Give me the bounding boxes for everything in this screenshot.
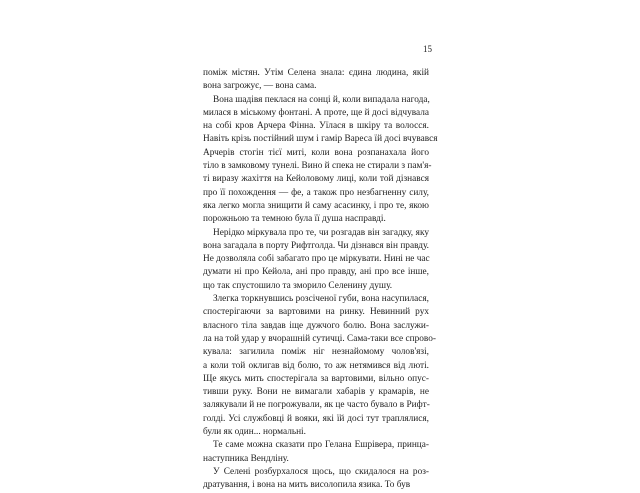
text-line: Вона шадівя пеклася на сонці й, коли випадала нагода,	[213, 94, 430, 105]
text-line: вона загрожує, — вона сама.	[203, 81, 317, 92]
text-line: а коли той оклигав від болю, то аж нетямився від люті.	[203, 360, 429, 371]
text-line: Злегка торкнувшись розсіченої губи, вона насупилася,	[213, 294, 429, 305]
text-line: тивши руку. Вони не вимагали хабарів у крамарів, не	[203, 387, 429, 398]
text-line: про її похождення — фе, а також про незбагненну силу,	[203, 187, 429, 198]
text-line: були як один... нормальні.	[203, 427, 306, 438]
text-line: голді. Усі службовці й вояки, які їй досі тут траплялися,	[203, 413, 429, 424]
body-text	[203, 67, 438, 493]
text-line: Не дозволяла собі забагато про це міркувати. Нині не час	[203, 254, 430, 265]
text-line: Арчерів стогін тієї миті, коли вона розпанахала його	[203, 147, 429, 158]
paragraph	[203, 466, 429, 493]
text-line: залякували й не погрожували, як це часто бувало в Рифт-	[203, 400, 430, 411]
text-line: Навіть крізь постійний шум і гамір Вареса їй досі вчувався	[203, 134, 438, 145]
text-line: поміж містян. Утім Селена знала: єдина людина, якій	[203, 68, 429, 78]
text-line: Те саме можна сказати про Гелана Ешрівера, принца-	[213, 440, 429, 451]
text-line: на собі кров Арчера Фінна. Уїлася в шкіру та волосся.	[203, 121, 429, 132]
text-line: яка легко могла знищити й саму асасинку, і про те, якою	[203, 200, 429, 211]
paragraph	[203, 439, 429, 466]
paragraph	[203, 94, 438, 227]
text-line: власного тіла завдав іще дужчого болю. Вона заслужи-	[203, 320, 429, 331]
text-line: милася в міському фонтані. А проте, ще й досі відчувала	[203, 107, 429, 118]
text-line: ті виразу жахіття на Кейоловому лиці, коли той дізнався	[203, 174, 429, 185]
paragraph	[203, 293, 436, 439]
text-line: ла на той удар у вчорашній сутичці. Сама-таки все спрово-	[203, 333, 436, 344]
text-line: У Селені розбурхалося щось, що скидалося на роз-	[213, 466, 429, 477]
text-line: наступника Вендліну.	[203, 453, 289, 464]
paragraph	[203, 227, 429, 293]
text-line: спостерігаючи за вартовими на ринку. Невинний рух	[203, 307, 429, 318]
text-line: тіло в замковому тунелі. Вино й спека не стирали з пам'я-	[203, 161, 432, 172]
paragraph	[203, 67, 429, 94]
text-line: дратування, і вона на мить висолопила язика. То був	[203, 480, 411, 491]
text-line: думати ні про Кейола, ані про правду, ані про все інше,	[203, 267, 429, 278]
text-line: що так спустошило та зморило Селенину душу.	[203, 280, 393, 291]
text-line: порожньою та темною була її душа насправді.	[203, 214, 386, 225]
page-number: 15	[423, 44, 432, 54]
text-line: вона загадала в порту Рифтголда. Чи дізнався він правду.	[203, 240, 429, 251]
text-line: кувала: загилила поміж ніг незнайомому чолов'язі,	[203, 347, 429, 358]
text-line: Ще якусь мить спостерігала за вартовими, вільно опус-	[203, 373, 429, 384]
text-line: Нерідко міркувала про те, чи розгадав він загадку, яку	[213, 227, 429, 238]
